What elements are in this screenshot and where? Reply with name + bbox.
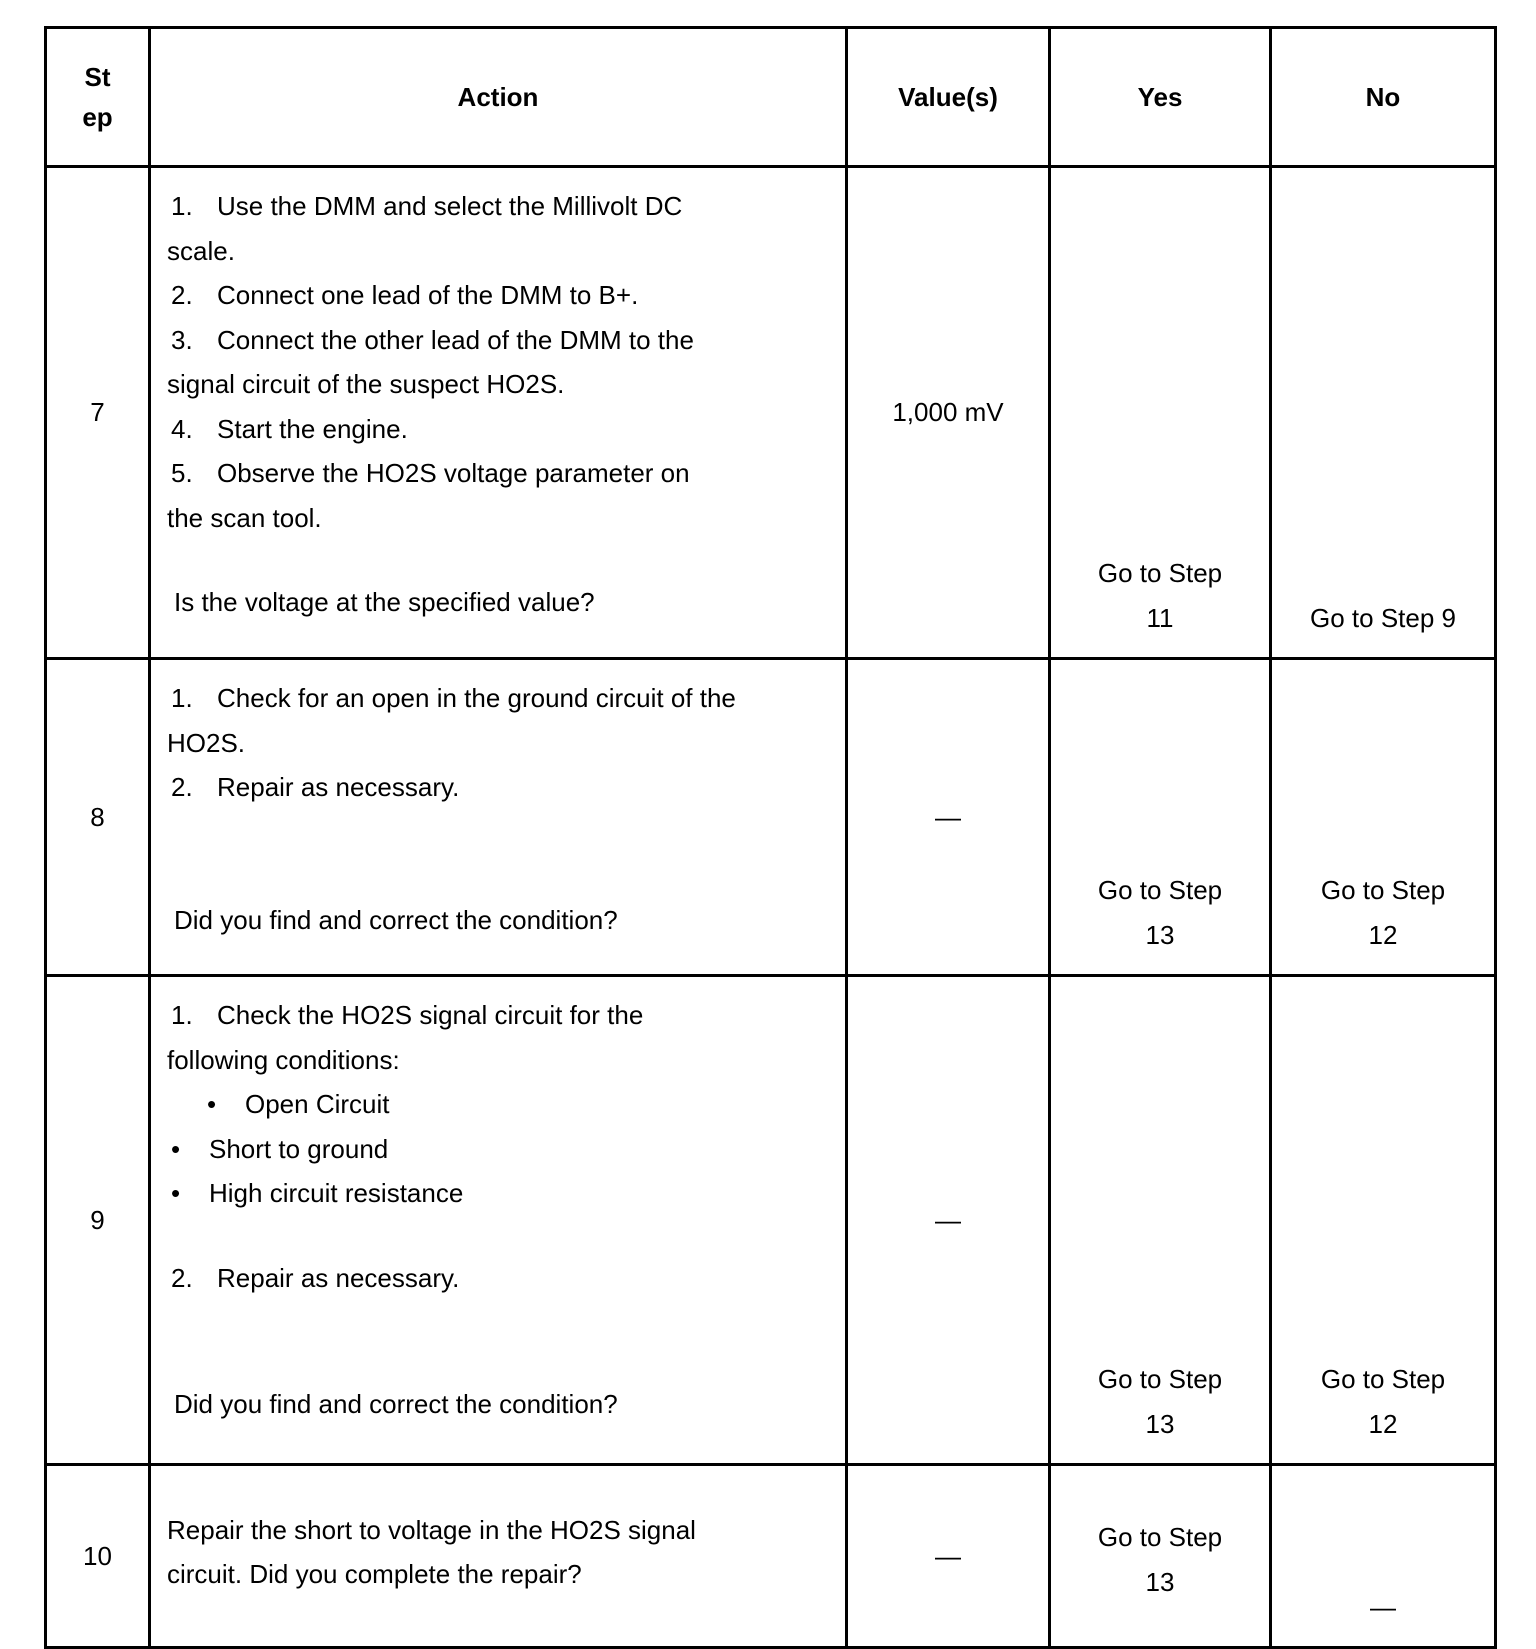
no-cell: — xyxy=(1271,1465,1496,1648)
header-values: Value(s) xyxy=(847,28,1050,167)
action-line: 5. Observe the HO2S voltage parameter on xyxy=(171,458,690,488)
value-cell: — xyxy=(847,1465,1050,1648)
yes-cell: Go to Step 13 xyxy=(1050,976,1271,1465)
action-line: 3. Connect the other lead of the DMM to the xyxy=(171,324,694,355)
table-row xyxy=(46,659,1496,976)
step-number: 10 xyxy=(46,1465,150,1648)
diagnostic-table-page xyxy=(44,26,1494,1649)
action-cell xyxy=(150,659,847,976)
action-line: Repair the short to voltage in the HO2S signal xyxy=(167,1514,696,1545)
header-action: Action xyxy=(150,28,847,167)
bullet-item: • Short to ground xyxy=(171,1133,389,1164)
action-cell xyxy=(150,1465,847,1648)
action-question: Is the voltage at the specified value? xyxy=(174,587,595,617)
step-number: 9 xyxy=(46,976,150,1465)
yes-cell: Go to Step 13 xyxy=(1050,1465,1271,1648)
action-line: following conditions: xyxy=(167,1044,400,1075)
action-line: 1. Check for an open in the ground circuit of the xyxy=(171,683,736,713)
action-line: 2. Repair as necessary. xyxy=(171,772,460,802)
step-number: 7 xyxy=(46,167,150,659)
bullet-item: • Open Circuit xyxy=(207,1089,390,1119)
action-line: 1. Check the HO2S signal circuit for the xyxy=(171,1000,644,1030)
header-yes: Yes xyxy=(1050,28,1271,167)
table-row xyxy=(46,976,1496,1465)
value-cell: 1,000 mV xyxy=(847,167,1050,659)
action-cell xyxy=(150,167,847,659)
no-cell: Go to Step 12 xyxy=(1271,659,1496,976)
diagnostic-table xyxy=(44,26,1497,1649)
step-number: 8 xyxy=(46,659,150,976)
bullet-item: • High circuit resistance xyxy=(171,1178,464,1208)
value-cell: — xyxy=(847,976,1050,1465)
no-cell: Go to Step 9 xyxy=(1271,167,1496,659)
no-cell: Go to Step 12 xyxy=(1271,976,1496,1465)
yes-cell: Go to Step 11 xyxy=(1050,167,1271,659)
table-row xyxy=(46,167,1496,659)
action-line: 1. Use the DMM and select the Millivolt DC xyxy=(171,191,683,221)
header-no: No xyxy=(1271,28,1496,167)
header-row xyxy=(46,28,1496,167)
action-line: 2. Repair as necessary. xyxy=(171,1262,460,1293)
action-line: the scan tool. xyxy=(167,502,322,533)
action-cell xyxy=(150,976,847,1465)
action-line: HO2S. xyxy=(167,727,246,758)
table-row xyxy=(46,1465,1496,1648)
action-question: Did you find and correct the condition? xyxy=(174,904,618,935)
value-cell: — xyxy=(847,659,1050,976)
action-question: Did you find and correct the condition? xyxy=(174,1389,618,1419)
action-line: 4. Start the engine. xyxy=(171,413,408,444)
header-step: St ep xyxy=(46,28,150,167)
action-line: signal circuit of the suspect HO2S. xyxy=(167,369,565,399)
action-line: scale. xyxy=(167,235,235,266)
action-line: 2. Connect one lead of the DMM to B+. xyxy=(171,280,639,310)
action-line: circuit. Did you complete the repair? xyxy=(167,1559,582,1589)
yes-cell: Go to Step 13 xyxy=(1050,659,1271,976)
